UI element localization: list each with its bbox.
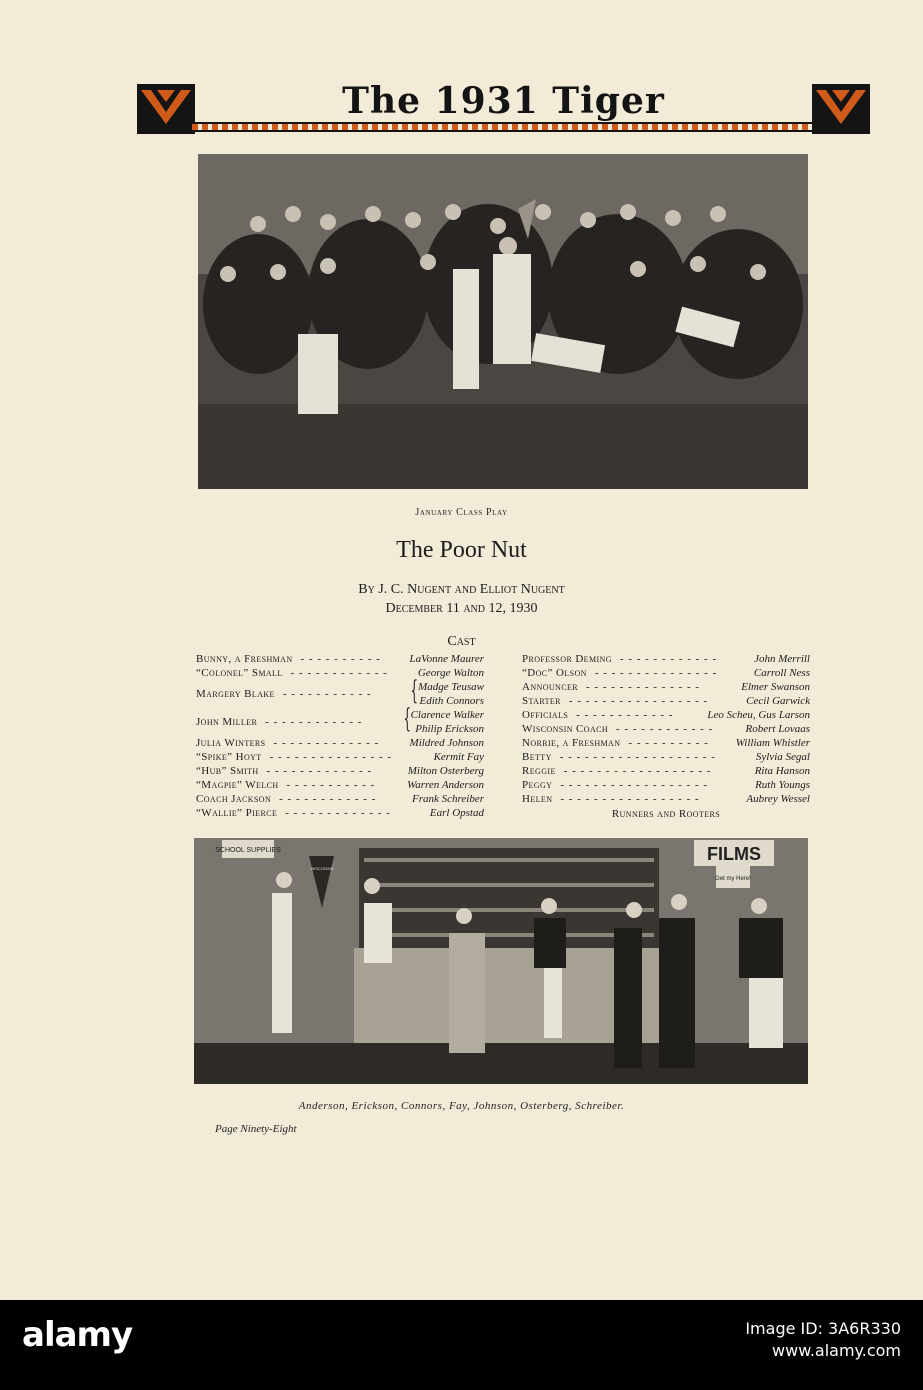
yearbook-title: The 1931 Tiger: [342, 80, 665, 122]
play-dates: December 11 and 12, 1930: [385, 601, 538, 616]
cast-actor: Edith Connors: [419, 695, 484, 707]
cast-actor: William Whistler: [735, 737, 810, 749]
cast-heading: Cast: [447, 634, 476, 649]
image-id: Image ID: 3A6R330: [745, 1319, 901, 1338]
cast-entry: [522, 737, 810, 751]
leader-dashes: - - - - - - - - - - - - - - - - -: [568, 695, 709, 707]
cast-actor: Philip Erickson: [415, 723, 484, 735]
cast-actor: Warren Anderson: [407, 779, 484, 791]
library-scene-photo: [194, 838, 808, 1084]
cast-role: Julia Winters: [196, 737, 266, 749]
leader-dashes: - - - - - - - - - - - -: [616, 723, 714, 735]
stock-logo: alamy: [22, 1315, 133, 1355]
cast-entry: [196, 793, 484, 807]
cast-role: “Doc” Olson: [522, 667, 587, 679]
leader-dashes: - - - - - - - - - - - -: [265, 716, 363, 728]
cast-entry: [522, 765, 810, 779]
leader-dashes: - - - - - - - - - - - - - - -: [269, 751, 393, 763]
cast-actor: George Walton: [417, 667, 484, 679]
cast-entry: [522, 779, 810, 793]
wisconsin-pennant: WISCONSIN: [310, 866, 334, 871]
cast-role: “Wallie” Pierce: [196, 807, 278, 819]
cast-entry: [196, 704, 484, 737]
cast-role: Coach Jackson: [196, 793, 272, 805]
cast-actor: LaVonne Maurer: [409, 653, 484, 665]
leader-dashes: - - - - - - - - - - - -: [290, 667, 388, 679]
cast-entry: [196, 751, 484, 765]
cast-role: Norrie, a Freshman: [522, 737, 621, 749]
cast-entry: [196, 807, 484, 821]
leader-dashes: - - - - - - - - - - - - - - - - -: [560, 793, 700, 805]
cast-actor: Robert Lovaas: [745, 723, 810, 735]
cast-entry: [196, 779, 484, 793]
cast-role: “Spike” Hoyt: [196, 751, 262, 763]
cast-role: “Colonel” Small: [196, 667, 283, 679]
play-title: The Poor Nut: [396, 537, 527, 563]
january-class-play-photo: [198, 154, 808, 489]
cast-actor: Milton Osterberg: [407, 765, 484, 777]
cast-role: “Hub” Smith: [196, 765, 259, 777]
cast-actor: Leo Scheu, Gus Larson: [707, 709, 810, 721]
leader-dashes: - - - - - - - - - - -: [282, 688, 372, 700]
films-sign: FILMS: [707, 844, 761, 864]
cast-role: Reggie: [522, 765, 556, 777]
cast-actor: Aubrey Wessel: [746, 793, 810, 805]
leader-dashes: - - - - - - - - - -: [628, 737, 709, 749]
cast-actor: Sylvia Segal: [755, 751, 810, 763]
page-number: Page Ninety-Eight: [215, 1123, 297, 1135]
cast-actor: Cecil Garwick: [746, 695, 810, 707]
cast-entry: [522, 695, 810, 709]
photo-caption: January Class Play: [415, 507, 508, 518]
leader-dashes: - - - - - - - - - -: [300, 653, 381, 665]
page-header: [137, 80, 870, 136]
cast-entry: [522, 723, 810, 737]
cast-role: Wisconsin Coach: [522, 723, 609, 735]
school-supplies-sign: SCHOOL SUPPLIES: [215, 847, 281, 854]
cast-actor: Carroll Ness: [753, 667, 810, 679]
cast-role: Bunny, a Freshman: [196, 653, 293, 665]
leader-dashes: - - - - - - - - - - - -: [619, 653, 718, 665]
leader-dashes: - - - - - - - - - - - - -: [285, 807, 391, 819]
cast-role: Officials: [522, 709, 569, 721]
runners-and-rooters: Runners and Rooters: [611, 808, 721, 820]
play-byline: By J. C. Nugent and Elliot Nugent: [358, 582, 565, 597]
cast-actor: Madge Teusaw: [418, 681, 484, 693]
cast-entry: [196, 667, 484, 681]
brace: {: [403, 704, 411, 734]
cast-entry: [196, 737, 484, 751]
cast-entry: [196, 653, 484, 667]
cast-actor: Frank Schreiber: [412, 793, 484, 805]
cast-role: “Magpie” Welch: [196, 779, 279, 791]
leader-dashes: - - - - - - - - - - - - - - - - - -: [563, 765, 712, 777]
stock-site: www.alamy.com: [772, 1341, 901, 1360]
leader-dashes: - - - - - - - - - - - - -: [266, 765, 373, 777]
cast-role: Betty: [522, 751, 552, 763]
brace: {: [410, 676, 419, 706]
cast-role: Helen: [522, 793, 553, 805]
leader-dashes: - - - - - - - - - - - -: [279, 793, 377, 805]
cast-actor: Ruth Youngs: [755, 779, 810, 791]
cast-role: Professor Deming: [522, 653, 612, 665]
cast-role: Peggy: [522, 779, 553, 791]
cast-actor: John Merrill: [754, 653, 810, 665]
cast-actor: Elmer Swanson: [741, 681, 810, 693]
cast-actor: Kermit Fay: [433, 751, 484, 763]
cast-entry: [196, 676, 484, 709]
get-my-here-sign: Get my Here!: [715, 876, 751, 882]
leader-dashes: - - - - - - - - - - - - - -: [586, 681, 701, 693]
leader-dashes: - - - - - - - - - - -: [286, 779, 376, 791]
leader-dashes: - - - - - - - - - - - - - - -: [594, 667, 718, 679]
cast-role: Margery Blake: [196, 688, 275, 700]
cast-entry: [522, 681, 810, 695]
cast-actor: Mildred Johnson: [409, 737, 484, 749]
cast-entry: [522, 751, 810, 765]
cast-role: Announcer: [522, 681, 578, 693]
cast-role: John Miller: [196, 716, 258, 728]
cast-role: Starter: [522, 695, 561, 707]
leader-dashes: - - - - - - - - - - - - - - - - - - -: [559, 751, 716, 763]
header-rule: [192, 122, 815, 132]
cast-actor: Clarence Walker: [410, 709, 484, 721]
cast-entry: [196, 765, 484, 779]
leader-dashes: - - - - - - - - - - - - -: [273, 737, 380, 749]
cast-actor: Earl Opstad: [429, 807, 484, 819]
cast-entry: [522, 653, 810, 667]
leader-dashes: - - - - - - - - - - - -: [576, 709, 674, 721]
emblem-icon: [812, 84, 870, 134]
cast-entry: [522, 709, 810, 723]
stock-credit: [745, 1318, 901, 1362]
cast-entry: [522, 667, 810, 681]
photo-caption: Anderson, Erickson, Connors, Fay, Johnson, Osterberg, Schreiber.: [298, 1100, 625, 1112]
cast-actor: Rita Hanson: [754, 765, 810, 777]
cast-entry: [522, 793, 810, 807]
leader-dashes: - - - - - - - - - - - - - - - - - -: [560, 779, 709, 791]
